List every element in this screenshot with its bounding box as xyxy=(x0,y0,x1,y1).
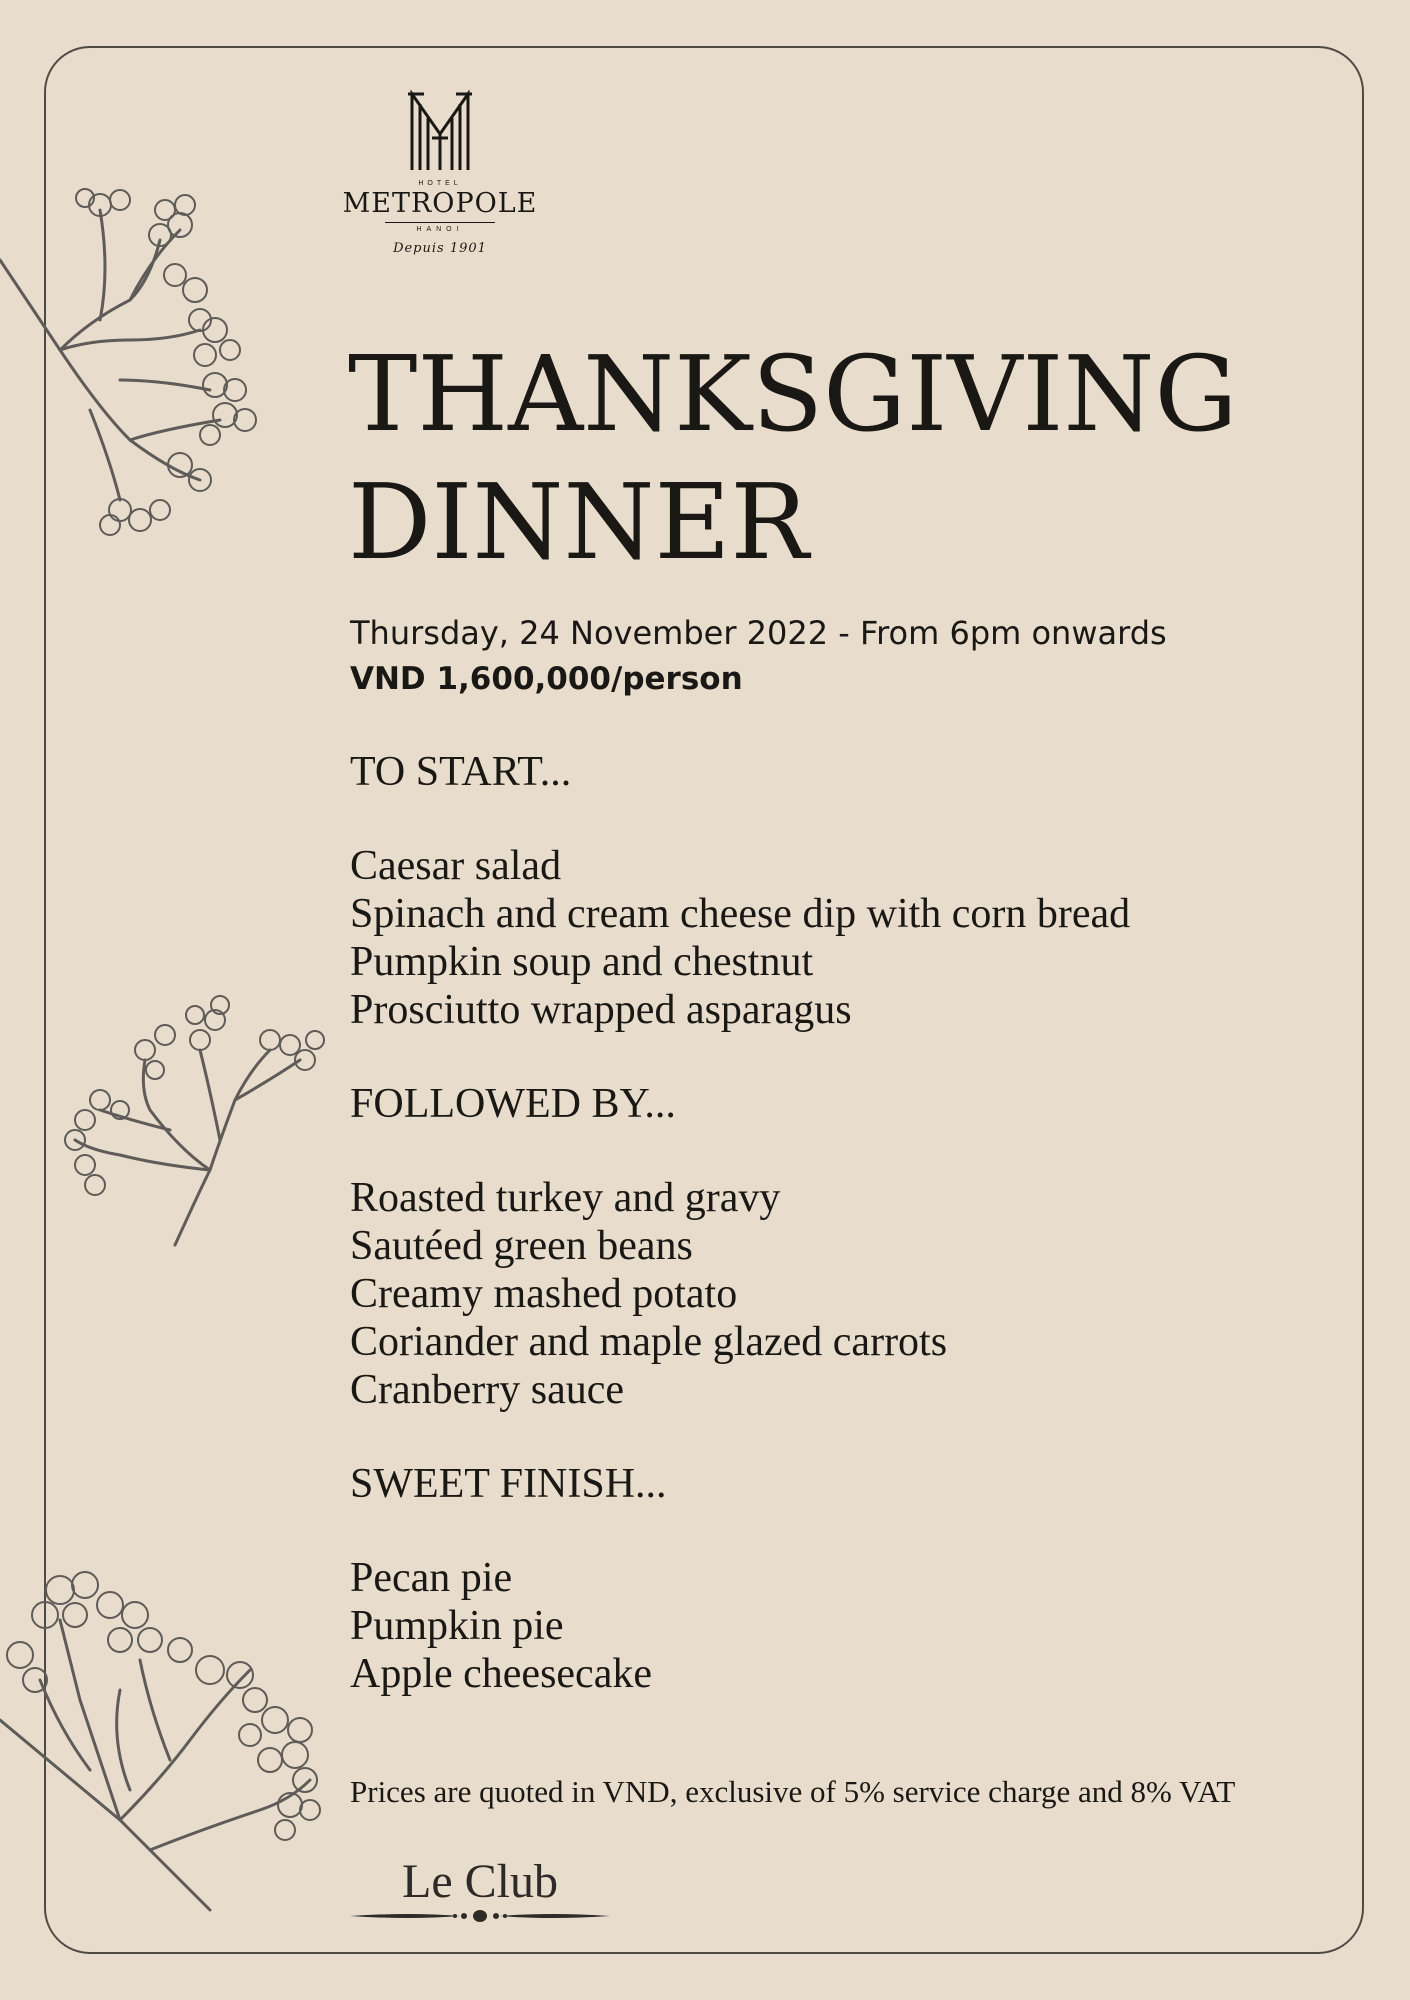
section-heading-starters: TO START... xyxy=(350,749,572,795)
menu-item: Pumpkin soup and chestnut xyxy=(350,939,814,985)
menu xyxy=(350,748,1130,1698)
title-line-2: DINNER xyxy=(348,461,809,583)
hotel-logo xyxy=(340,88,540,256)
title-line-1: THANKSGIVING xyxy=(348,333,1238,455)
event-price: VND 1,600,000/person xyxy=(350,661,743,697)
ornament-divider-icon xyxy=(350,1908,610,1924)
menu-item: Roasted turkey and gravy xyxy=(350,1175,781,1221)
menu-item: Prosciutto wrapped asparagus xyxy=(350,987,852,1033)
page-title xyxy=(348,330,1308,586)
logo-city: HANOI xyxy=(385,222,495,233)
menu-item: Creamy mashed potato xyxy=(350,1271,738,1317)
le-club-logo xyxy=(350,1856,610,1924)
logo-name: METROPOLE xyxy=(342,188,538,219)
section-heading-desserts: SWEET FINISH... xyxy=(350,1461,667,1507)
menu-item: Coriander and maple glazed carrots xyxy=(350,1319,948,1365)
menu-item: Sautéed green beans xyxy=(350,1223,693,1269)
berry-branch-bottom-icon xyxy=(0,1560,330,1920)
metropole-monogram-icon xyxy=(400,88,480,172)
event-date: Thursday, 24 November 2022 - From 6pm onwards xyxy=(350,614,1167,652)
logo-top-label: HOTEL xyxy=(418,180,462,187)
logo-tagline: Depuis 1901 xyxy=(393,241,487,256)
section-heading-mains: FOLLOWED BY... xyxy=(350,1081,676,1127)
menu-item: Apple cheesecake xyxy=(350,1651,652,1697)
pricing-note: Prices are quoted in VND, exclusive of 5% service charge and 8% VAT xyxy=(350,1774,1236,1809)
berry-branch-middle-icon xyxy=(60,990,330,1250)
brand-name: Le Club xyxy=(402,1855,558,1908)
menu-item: Pecan pie xyxy=(350,1555,513,1601)
menu-item: Caesar salad xyxy=(350,843,562,889)
berry-branch-top-icon xyxy=(0,180,280,540)
menu-item: Cranberry sauce xyxy=(350,1367,625,1413)
menu-item: Pumpkin pie xyxy=(350,1603,564,1649)
menu-item: Spinach and cream cheese dip with corn bread xyxy=(350,891,1131,937)
